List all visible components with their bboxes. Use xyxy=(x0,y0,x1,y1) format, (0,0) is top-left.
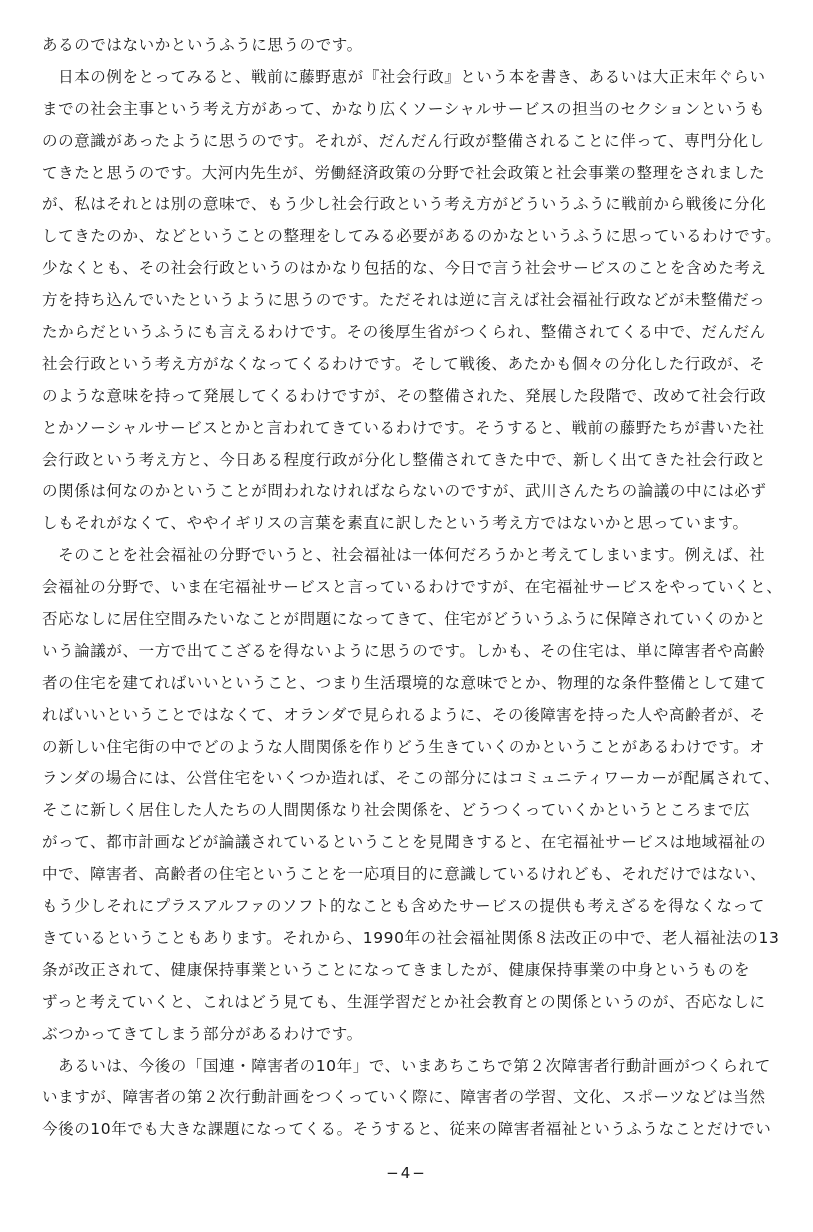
text-line: そのことを社会福祉の分野でいうと、社会福祉は一体何だろうかと考えてしまいます。例えば、社 xyxy=(42,546,766,565)
text-line: の関係は何なのかということが問われなければならないのですが、武川さんたちの論議の中には必ず xyxy=(42,482,767,501)
text-line: 社会行政という考え方がなくなってくるわけです。そして戦後、あたかも個々の分化した行政が、そ xyxy=(42,354,766,373)
text-line: たからだというふうにも言えるわけです。その後厚生省がつくられ、整備されてくる中で、だんだん xyxy=(42,323,766,342)
text-line: してきたのか、などということの整理をしてみる必要があるのかなというふうに思っているわけです。 xyxy=(42,227,782,246)
text-line: 会福祉の分野で、いま在宅福祉サービスと言っているわけですが、在宅福祉サービスをやっていくと、 xyxy=(42,578,782,597)
text-line: 方を持ち込んでいたというように思うのです。ただそれは逆に言えば社会福祉行政などが未整備だっ xyxy=(42,291,766,310)
text-line: 会行政という考え方と、今日ある程度行政が分化し整備されてきた中で、新しく出てきた社会行政と xyxy=(42,450,767,469)
text-line: までの社会主事という考え方があって、かなり広くソーシャルサービスの担当のセクションというも xyxy=(42,99,766,118)
text-line: の新しい住宅街の中でどのような人間関係を作りどう生きていくのかということがあるわけです。オ xyxy=(42,737,766,756)
text-line: もう少しそれにプラスアルファのソフト的なことも含めたサービスの提供も考えざるを得なくなって xyxy=(42,897,765,916)
text-line: 中で、障害者、高齢者の住宅ということを一応項目的に意識しているけれども、それだけではない、 xyxy=(42,865,767,884)
text-line: がって、都市計画などが論議されているということを見聞きすると、在宅福祉サービスは地域福祉の xyxy=(42,833,767,852)
text-line: あるいは、今後の「国連・障害者の10年」で、いまあちこちで第２次障害者行動計画がつくられて xyxy=(42,1056,771,1075)
text-line: 条が改正されて、健康保持事業ということになってきましたが、健康保持事業の中身というものを xyxy=(42,960,751,979)
text-line: 少なくとも、その社会行政というのはかなり包括的な、今日で言う社会サービスのことを含めた考え xyxy=(42,259,767,278)
text-line: きているということもあります。それから、1990年の社会福祉関係８法改正の中で、老人福祉法の13 xyxy=(42,928,780,947)
text-line: ランダの場合には、公営住宅をいくつか造れば、そこの部分にはコミュニティワーカーが配属されて、 xyxy=(42,769,780,788)
text-line: のような意味を持って発展してくるわけですが、その整備された、発展した段階で、改めて社会行政 xyxy=(42,386,767,405)
text-line: ぶつかってきてしまう部分があるわけです。 xyxy=(42,1024,363,1043)
text-line: が、私はそれとは別の意味で、もう少し社会行政という考え方がどういうふうに戦前から戦後に分化 xyxy=(42,195,767,214)
body-text xyxy=(42,30,782,1146)
text-line: ずっと考えていくと、これはどう見ても、生涯学習だとか社会教育との関係というのが、否応なしに xyxy=(42,992,766,1011)
text-line: のの意識があったように思うのです。それが、だんだん行政が整備されることに伴って、専門分化し xyxy=(42,131,765,150)
text-line: とかソーシャルサービスとかと言われてきているわけです。そうすると、戦前の藤野たちが書いた社 xyxy=(42,418,765,437)
text-line: いう論議が、一方で出てこざるを得ないように思うのです。しかも、その住宅は、単に障害者や高齢 xyxy=(42,641,766,660)
text-line: しもそれがなくて、ややイギリスの言葉を素直に訳したという考え方ではないかと思っています。 xyxy=(42,514,749,533)
text-line: 今後の10年でも大きな課題になってくる。そうすると、従来の障害者福祉というふうなことだけでい xyxy=(42,1120,772,1139)
text-line: そこに新しく居住した人たちの人間関係なり社会関係を、どうつくっていくかというところまで広 xyxy=(42,801,751,820)
text-line: あるのではないかというふうに思うのです。 xyxy=(42,36,363,54)
text-line: いますが、障害者の第２次行動計画をつくっていく際に、障害者の学習、文化、スポーツなどは当然 xyxy=(42,1088,766,1107)
text-line: てきたと思うのです。大河内先生が、労働経済政策の分野で社会政策と社会事業の整理をされました xyxy=(42,163,766,182)
text-line: 否応なしに居住空間みたいなことが問題になってきて、住宅がどういうふうに保障されていくのかと xyxy=(42,610,767,629)
page-number: −4− xyxy=(386,1164,427,1182)
text-line: 者の住宅を建てればいいということ、つまり生活環境的な意味でとか、物理的な条件整備として建て xyxy=(42,673,767,692)
text-line: 日本の例をとってみると、戦前に藤野恵が『社会行政』という本を書き、あるいは大正末年ぐらい xyxy=(42,67,766,86)
text-line: ればいいということではなくて、オランダで見られるように、その後障害を持った人や高齢者が、そ xyxy=(42,705,766,724)
